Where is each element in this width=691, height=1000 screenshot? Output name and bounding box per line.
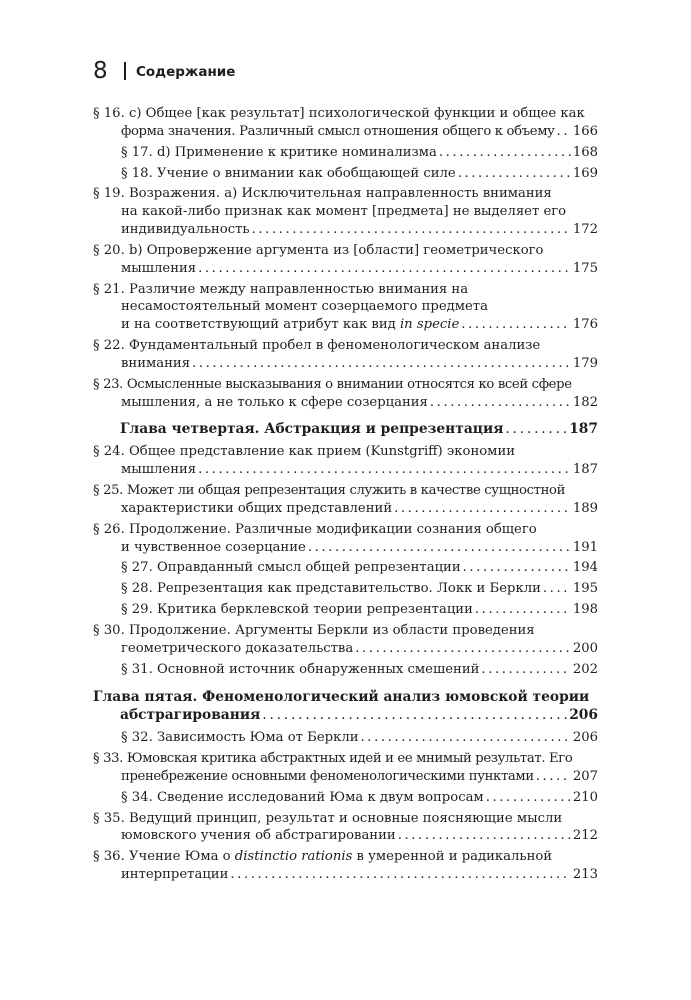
toc-line: § 32. Зависимость Юма от Беркли bbox=[121, 730, 359, 746]
toc-line: и на соответствующий атрибут как вид bbox=[121, 317, 396, 333]
toc-line: интерпретации bbox=[121, 867, 229, 883]
leader-dots bbox=[262, 706, 567, 725]
toc-line: § 18. Учение о внимании как обобщающей силе bbox=[121, 165, 456, 181]
leader-dots bbox=[536, 768, 571, 786]
toc-line: геометрического доказательства bbox=[121, 640, 354, 656]
leader-dots bbox=[557, 123, 571, 141]
page-ref: 195 bbox=[572, 581, 598, 597]
leader-dots bbox=[481, 661, 570, 679]
page-ref: 182 bbox=[572, 394, 598, 410]
toc-line: внимания bbox=[121, 355, 191, 371]
toc-entry-s18[interactable] bbox=[93, 165, 598, 183]
chapter-title: абстрагирования bbox=[120, 707, 261, 724]
toc-entry-s34[interactable] bbox=[93, 789, 598, 807]
leader-dots bbox=[486, 789, 571, 807]
toc-chapter-5[interactable] bbox=[93, 688, 598, 725]
toc-entry-s35[interactable] bbox=[93, 810, 598, 846]
toc-entry-s29[interactable] bbox=[93, 601, 598, 619]
toc-line: мышления, а не только к сфере созерцания bbox=[121, 394, 428, 410]
toc-chapter-4[interactable] bbox=[93, 420, 598, 439]
leader-dots bbox=[308, 539, 571, 557]
toc-line: § 34. Сведение исследований Юма к двум вопросам bbox=[121, 789, 484, 805]
toc-line: несамостоятельный момент созерцаемого предмета bbox=[121, 299, 488, 315]
toc-entry-s26[interactable] bbox=[93, 521, 598, 557]
toc-entry-s16[interactable] bbox=[93, 105, 598, 141]
toc-entry-s31[interactable] bbox=[93, 661, 598, 679]
page-ref: 166 bbox=[572, 123, 598, 139]
toc-entry-s28[interactable] bbox=[93, 580, 598, 598]
leader-dots bbox=[430, 394, 571, 412]
toc-line: § 22. Фундаментальный пробел в феноменологическом анализе bbox=[93, 338, 541, 354]
toc-line: индивидуальность bbox=[121, 222, 250, 238]
page-ref: 206 bbox=[569, 707, 598, 724]
toc-line: § 20. b) Опровержение аргумента из [области] геометрического bbox=[93, 242, 544, 258]
leader-dots bbox=[543, 580, 571, 598]
toc-line: § 29. Критика берклевской теории репрезентации bbox=[121, 602, 473, 618]
page-number: 8 bbox=[93, 58, 108, 84]
toc-line: юмовского учения об абстрагировании bbox=[121, 828, 396, 844]
toc-entry-s23[interactable] bbox=[93, 376, 598, 412]
italic-term: distinctio rationis bbox=[234, 849, 353, 865]
toc-line: пренебрежение основными феноменологическими пунктами bbox=[121, 768, 534, 784]
toc-entry-s30[interactable] bbox=[93, 622, 598, 658]
running-title: Содержание bbox=[136, 64, 236, 80]
page-ref: 168 bbox=[572, 144, 598, 160]
toc-entry-s22[interactable] bbox=[93, 337, 598, 373]
page-ref: 187 bbox=[572, 462, 598, 478]
leader-dots bbox=[361, 729, 571, 747]
page-ref: 187 bbox=[569, 421, 598, 438]
leader-dots bbox=[398, 827, 571, 845]
toc-entry-s19[interactable] bbox=[93, 185, 598, 238]
leader-dots bbox=[230, 866, 570, 884]
toc-entry-s36[interactable] bbox=[93, 848, 598, 884]
page-ref: 202 bbox=[572, 661, 598, 677]
toc-line: § 30. Продолжение. Аргументы Беркли из области проведения bbox=[93, 623, 535, 639]
page-ref: 213 bbox=[572, 867, 598, 883]
toc-line: § 31. Основной источник обнаруженных смешений bbox=[121, 661, 480, 677]
toc-line: § 27. Оправданный смысл общей репрезентации bbox=[121, 560, 461, 576]
page-ref: 169 bbox=[572, 165, 598, 181]
toc-line: § 25. Может ли общая репрезентация служить в качестве сущностной bbox=[93, 483, 566, 499]
page-ref: 210 bbox=[572, 789, 598, 805]
page-ref: 179 bbox=[572, 355, 598, 371]
toc-line: на какой-либо признак как момент [предмета] не выделяет его bbox=[121, 204, 567, 220]
toc-entry-s20[interactable] bbox=[93, 242, 598, 278]
toc-line: мышления bbox=[121, 260, 197, 276]
chapter-title: Глава пятая. Феноменологический анализ юмовской теории bbox=[93, 688, 590, 705]
toc-line: мышления bbox=[121, 462, 197, 478]
leader-dots bbox=[463, 559, 571, 577]
toc-entry-s33[interactable] bbox=[93, 750, 598, 786]
page-ref: 194 bbox=[572, 560, 598, 576]
leader-dots bbox=[252, 221, 571, 239]
leader-dots bbox=[475, 601, 571, 619]
page-ref: 206 bbox=[572, 730, 598, 746]
leader-dots bbox=[192, 355, 571, 373]
table-of-contents bbox=[93, 105, 598, 887]
chapter-title: Глава четвертая. Абстракция и репрезентация bbox=[120, 421, 504, 438]
toc-line: § 36. Учение Юма о bbox=[93, 849, 235, 865]
leader-dots bbox=[198, 461, 571, 479]
leader-dots bbox=[394, 500, 571, 518]
toc-entry-s25[interactable] bbox=[93, 482, 598, 518]
toc-line-tail: в умеренной и радикальной bbox=[352, 849, 553, 865]
toc-line: § 26. Продолжение. Различные модификации сознания общего bbox=[93, 521, 537, 537]
toc-line: § 24. Общее представление как прием (Kunstgriff) экономии bbox=[93, 444, 516, 460]
page-ref: 175 bbox=[572, 260, 598, 276]
toc-line: § 16. c) Общее [как результат] психологической функции и общее как bbox=[93, 106, 585, 121]
toc-line: § 17. d) Применение к критике номинализма bbox=[121, 144, 437, 160]
leader-dots bbox=[355, 640, 571, 658]
page-ref: 189 bbox=[572, 500, 598, 516]
page-ref: 191 bbox=[572, 539, 598, 555]
leader-dots bbox=[439, 144, 571, 162]
leader-dots bbox=[461, 316, 571, 334]
toc-entry-s32[interactable] bbox=[93, 729, 598, 747]
toc-line: § 21. Различие между направленностью внимания на bbox=[93, 281, 469, 297]
toc-line: § 35. Ведущий принцип, результат и основные поясняющие мысли bbox=[93, 810, 563, 826]
toc-entry-s27[interactable] bbox=[93, 559, 598, 577]
leader-dots bbox=[458, 165, 571, 183]
toc-entry-s21[interactable] bbox=[93, 281, 598, 334]
page-ref: 207 bbox=[572, 768, 598, 784]
page-ref: 176 bbox=[572, 317, 598, 333]
toc-entry-s24[interactable] bbox=[93, 443, 598, 479]
page-ref: 212 bbox=[572, 828, 598, 844]
toc-line: характеристики общих представлений bbox=[121, 500, 393, 516]
toc-line: § 28. Репрезентация как представительство. Локк и Беркли bbox=[121, 581, 541, 597]
italic-term: in specie bbox=[399, 317, 460, 333]
header-divider bbox=[124, 62, 126, 80]
toc-entry-s17[interactable] bbox=[93, 144, 598, 162]
toc-line: § 33. Юмовская критика абстрактных идей и ее мнимый результат. Его bbox=[93, 751, 573, 767]
page-ref: 200 bbox=[572, 640, 598, 656]
toc-line: форма значения. Различный смысл отношения общего к объему bbox=[121, 123, 555, 139]
leader-dots bbox=[198, 260, 571, 278]
toc-line: и чувственное созерцание bbox=[121, 539, 306, 555]
page-ref: 172 bbox=[572, 222, 598, 238]
toc-line: § 19. Возражения. a) Исключительная направленность внимания bbox=[93, 186, 552, 202]
toc-line: § 23. Осмысленные высказывания о внимании относятся ко всей сфере bbox=[93, 376, 572, 392]
page-ref: 198 bbox=[572, 602, 598, 618]
leader-dots bbox=[505, 420, 567, 439]
